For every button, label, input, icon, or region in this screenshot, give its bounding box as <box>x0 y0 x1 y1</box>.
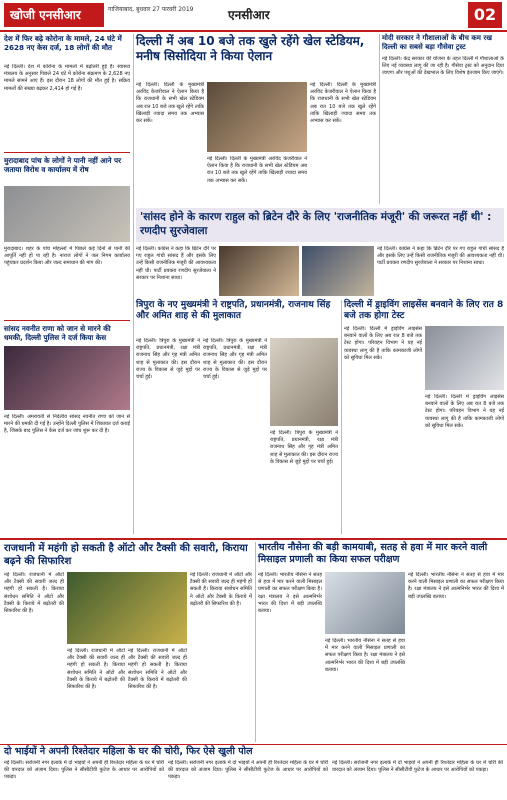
headline-surjewala: 'सांसद होने के कारण राहुल को ब्रिटेन दौरे के लिए 'राजनीतिक मंजूरी' की जरूरत नहीं थी' : रणदीप सुरजेवाला <box>140 211 492 237</box>
headline-corona: देश में फिर बढ़े कोरोना के मामले, 24 घंटे में 2628 नए केस दर्ज, 18 लोगों की मौत <box>4 34 122 52</box>
date-line: गाजियाबाद, बुधवार 27 फरवरी 2019 <box>108 6 194 13</box>
story-surjewala-body-col2: नई दिल्ली। कांग्रेस ने कहा कि ब्रिटेन दौरे पर गए राहुल गांधी सांसद हैं और इसके लिए उन्हें किसी राजनीतिक मंजूरी की आवश्यकता नहीं थी। पार्टी प्रवक्ता रणदीप सुरजेवाला ने सरकार पर निशाना साधा। <box>377 246 504 267</box>
story-theft-body-col3: नई दिल्ली। सरोजनी नगर इलाके में दो भाइयों ने अपनी ही रिश्तेदार महिला के घर में चोरी की वारदात को अंजाम दिया। पुलिस ने सीसीटीवी फुटेज के आधार पर आरोपियों को पकड़ा। <box>332 760 503 774</box>
surjewala-photo <box>302 246 374 296</box>
section-rule <box>0 744 507 745</box>
rahul-photo <box>219 246 299 296</box>
story-tripura-body-col1: नई दिल्ली। त्रिपुरा के मुख्यमंत्री ने राष्ट्रपति, प्रधानमंत्री, रक्षा मंत्री राजनाथ सिंह और गृह मंत्री अमित शाह से मुलाकात की। इस दौरान राज्य के विकास से जुड़े मुद्दों पर चर्चा हुई। <box>136 338 200 381</box>
protest-photo <box>4 186 130 242</box>
story-stadium-body-col1: नई दिल्ली। दिल्ली के मुख्यमंत्री अरविंद केजरीवाल ने ऐलान किया है कि राजधानी के सभी खेल स्टेडियम अब रात 10 बजे तक खुले रहेंगे ताकि खिलाड़ी ज्यादा समय तक अभ्यास कर सकें। <box>136 82 204 125</box>
headline-license: दिल्ली में ड्राइविंग लाइसेंस बनवाने के लिए रात 8 बजे तक होगा टेस्ट <box>344 300 504 321</box>
headline-navneet: सांसद नवनीत राणा को जान से मारने की धमकी, दिल्ली पुलिस ने दर्ज किया केस <box>4 324 111 342</box>
car-photo <box>425 326 504 390</box>
story-surjewala-body-col1: नई दिल्ली। कांग्रेस ने कहा कि ब्रिटेन दौरे पर गए राहुल गांधी सांसद हैं और इसके लिए उन्हें किसी राजनीतिक मंजूरी की आवश्यकता नहीं थी। पार्टी प्रवक्ता रणदीप सुरजेवाला ने सरकार पर निशाना साधा। <box>136 246 216 281</box>
story-auto-body-col4: नई दिल्ली। राजधानी में ऑटो और टैक्सी की सवारी जल्द ही महंगी हो सकती है। किराया संशोधन समिति ने ऑटो और टैक्सी के किराये में बढ़ोतरी की सिफारिश की है। <box>190 572 252 607</box>
story-corona-body: नई दिल्ली। देश में कोरोना के मामलों में बढ़ोतरी हुई है। स्वास्थ्य मंत्रालय के अनुसार पिछले 24 घंटे में कोरोना संक्रमण के 2,628 नए मामले सामने आए हैं। इस दौरान 18 लोगों की मौत हुई है। सक्रिय मामलों की संख्या बढ़कर 2,414 हो गई है। <box>4 64 130 92</box>
story-theft-body-col2: नई दिल्ली। सरोजनी नगर इलाके में दो भाइयों ने अपनी ही रिश्तेदार महिला के घर में चोरी की वारदात को अंजाम दिया। पुलिस ने सीसीटीवी फुटेज के आधार पर आरोपियों को पकड़ा। <box>168 760 328 781</box>
story-theft-body-col1: नई दिल्ली। सरोजनी नगर इलाके में दो भाइयों ने अपनी ही रिश्तेदार महिला के घर में चोरी की वारदात को अंजाम दिया। पुलिस ने सीसीटीवी फुटेज के आधार पर आरोपियों को पकड़ा। <box>4 760 164 781</box>
story-navy-body-col3: नई दिल्ली। भारतीय नौसेना ने सतह से हवा में मार करने वाली मिसाइल प्रणाली का सफल परीक्षण किया है। रक्षा मंत्रालय ने इसे आत्मनिर्भर भारत की दिशा में बड़ी उपलब्धि बताया। <box>408 572 504 600</box>
missile-photo <box>325 572 405 634</box>
auto-rickshaw-photo <box>67 572 187 644</box>
headline-auto-taxi: राजधानी में महंगी हो सकती है ऑटो और टैक्सी की सवारी, किराया बढ़ने की सिफारिश <box>4 543 248 567</box>
column-rule <box>379 34 380 204</box>
page-number: 02 <box>468 2 502 28</box>
story-stadium-body-col3: नई दिल्ली। दिल्ली के मुख्यमंत्री अरविंद केजरीवाल ने ऐलान किया है कि राजधानी के सभी खेल स्टेडियम अब रात 10 बजे तक खुले रहेंगे ताकि खिलाड़ी ज्यादा समय तक अभ्यास कर सकें। <box>310 82 376 125</box>
tripura-meeting-photo <box>270 338 338 426</box>
story-moradabad-body: मुरादाबाद। शहर के पांच मोहल्लों में पिछले कई दिनों से पानी की आपूर्ति नहीं हो पा रही है। नाराज लोगों ने जल निगम कार्यालय पहुंचकर प्रदर्शन किया और जल्द समाधान की मांग की। <box>4 246 130 267</box>
story-navy-body-col1: नई दिल्ली। भारतीय नौसेना ने सतह से हवा में मार करने वाली मिसाइल प्रणाली का सफल परीक्षण किया है। रक्षा मंत्रालय ने इसे आत्मनिर्भर भारत की दिशा में बड़ी उपलब्धि बताया। <box>258 572 322 615</box>
story-auto-body-col1: नई दिल्ली। राजधानी में ऑटो और टैक्सी की सवारी जल्द ही महंगी हो सकती है। किराया संशोधन समिति ने ऑटो और टैक्सी के किराये में बढ़ोतरी की सिफारिश की है। <box>4 572 64 615</box>
headline-theft: दो भाईयों ने अपनी रिश्तेदार महिला के घर की चोरी, फिर ऐसे खुली पोल <box>4 746 253 757</box>
story-tripura-body-col2: नई दिल्ली। त्रिपुरा के मुख्यमंत्री ने राष्ट्रपति, प्रधानमंत्री, रक्षा मंत्री राजनाथ सिंह और गृह मंत्री अमित शाह से मुलाकात की। इस दौरान राज्य के विकास से जुड़े मुद्दों पर चर्चा हुई। <box>203 338 267 381</box>
headline-gaushala: मोदी सरकार ने गौशालाओं के बीच कम रख दिल्ली का सबसे बड़ा गौसेवा ट्रस्ट <box>382 34 492 51</box>
kejriwal-photo <box>207 82 307 152</box>
headline-navy: भारतीय नौसेना की बड़ी कामयाबी, सतह से हवा में मार करने वाली मिसाइल प्रणाली का किया सफल परीक्षण <box>258 542 488 565</box>
story-auto-body-col3: नई दिल्ली। राजधानी में ऑटो और टैक्सी की सवारी जल्द ही महंगी हो सकती है। किराया संशोधन समिति ने ऑटो और टैक्सी के किराये में बढ़ोतरी की सिफारिश की है। <box>128 648 187 691</box>
section-title: एनसीआर <box>228 8 270 22</box>
story-navy-body-col2: नई दिल्ली। भारतीय नौसेना ने सतह से हवा में मार करने वाली मिसाइल प्रणाली का सफल परीक्षण किया है। रक्षा मंत्रालय ने इसे आत्मनिर्भर भारत की दिशा में बड़ी उपलब्धि बताया। <box>325 638 405 673</box>
story-license-body-col1: नई दिल्ली। दिल्ली में ड्राइविंग लाइसेंस बनवाने वालों के लिए अब रात 8 बजे तक टेस्ट होगा। परिवहन विभाग ने यह नई व्यवस्था लागू की है ताकि कामकाजी लोगों को सुविधा मिल सके। <box>344 326 422 361</box>
divider <box>4 152 130 153</box>
story-tripura-body-col3: नई दिल्ली। त्रिपुरा के मुख्यमंत्री ने राष्ट्रपति, प्रधानमंत्री, रक्षा मंत्री राजनाथ सिंह और गृह मंत्री अमित शाह से मुलाकात की। इस दौरान राज्य के विकास से जुड़े मुद्दों पर चर्चा हुई। <box>270 430 338 465</box>
story-stadium-body-col2: नई दिल्ली। दिल्ली के मुख्यमंत्री अरविंद केजरीवाल ने ऐलान किया है कि राजधानी के सभी खेल स्टेडियम अब रात 10 बजे तक खुले रहेंगे ताकि खिलाड़ी ज्यादा समय तक अभ्यास कर सकें। <box>207 156 307 184</box>
column-rule <box>255 542 256 742</box>
story-auto-body-col2: नई दिल्ली। राजधानी में ऑटो और टैक्सी की सवारी जल्द ही महंगी हो सकती है। किराया संशोधन समिति ने ऑटो और टैक्सी के किराये में बढ़ोतरी की सिफारिश की है। <box>67 648 125 691</box>
newspaper-logo: खोजी एनसीआर <box>4 3 104 27</box>
headline-moradabad: मुरादाबाद पांच के लोगों ने पानी नहीं आने पर जताया विरोध व कार्यालय में रोष <box>4 156 122 174</box>
story-license-body-col2: नई दिल्ली। दिल्ली में ड्राइविंग लाइसेंस बनवाने वालों के लिए अब रात 8 बजे तक टेस्ट होगा। परिवहन विभाग ने यह नई व्यवस्था लागू की है ताकि कामकाजी लोगों को सुविधा मिल सके। <box>425 394 504 429</box>
story-gaushala-body: नई दिल्ली। केंद्र सरकार की योजना के तहत दिल्ली में गौशालाओं के लिए नई व्यवस्था लागू की जा रही है। गौसेवा ट्रस्ट को अनुदान दिया जाएगा और पशुओं की देखभाल के लिए विशेष इंतजाम किए जाएंगे। <box>382 56 504 77</box>
headline-stadium: दिल्ली में अब 10 बजे तक खुले रहेंगे खेल स्टेडियम, मनीष सिसोदिया ने किया ऐलान <box>136 34 365 63</box>
headline-tripura: त्रिपुरा के नए मुख्यमंत्री ने राष्ट्रपति, प्रधानमंत्री, राजनाथ सिंह और अमित शाह से की मुलाकात <box>136 300 331 321</box>
section-rule <box>0 538 507 540</box>
story-navneet-body: नई दिल्ली। अमरावती से निर्दलीय सांसद नवनीत राणा को जान से मारने की धमकी दी गई है। उन्होंने दिल्ली पुलिस में शिकायत दर्ज कराई है, जिसके बाद पुलिस ने केस दर्ज कर जांच शुरू कर दी है। <box>4 414 130 435</box>
navneet-photo <box>4 346 130 410</box>
divider <box>4 320 130 321</box>
masthead-rule <box>0 30 507 32</box>
column-rule <box>133 34 134 534</box>
column-rule <box>341 300 342 534</box>
